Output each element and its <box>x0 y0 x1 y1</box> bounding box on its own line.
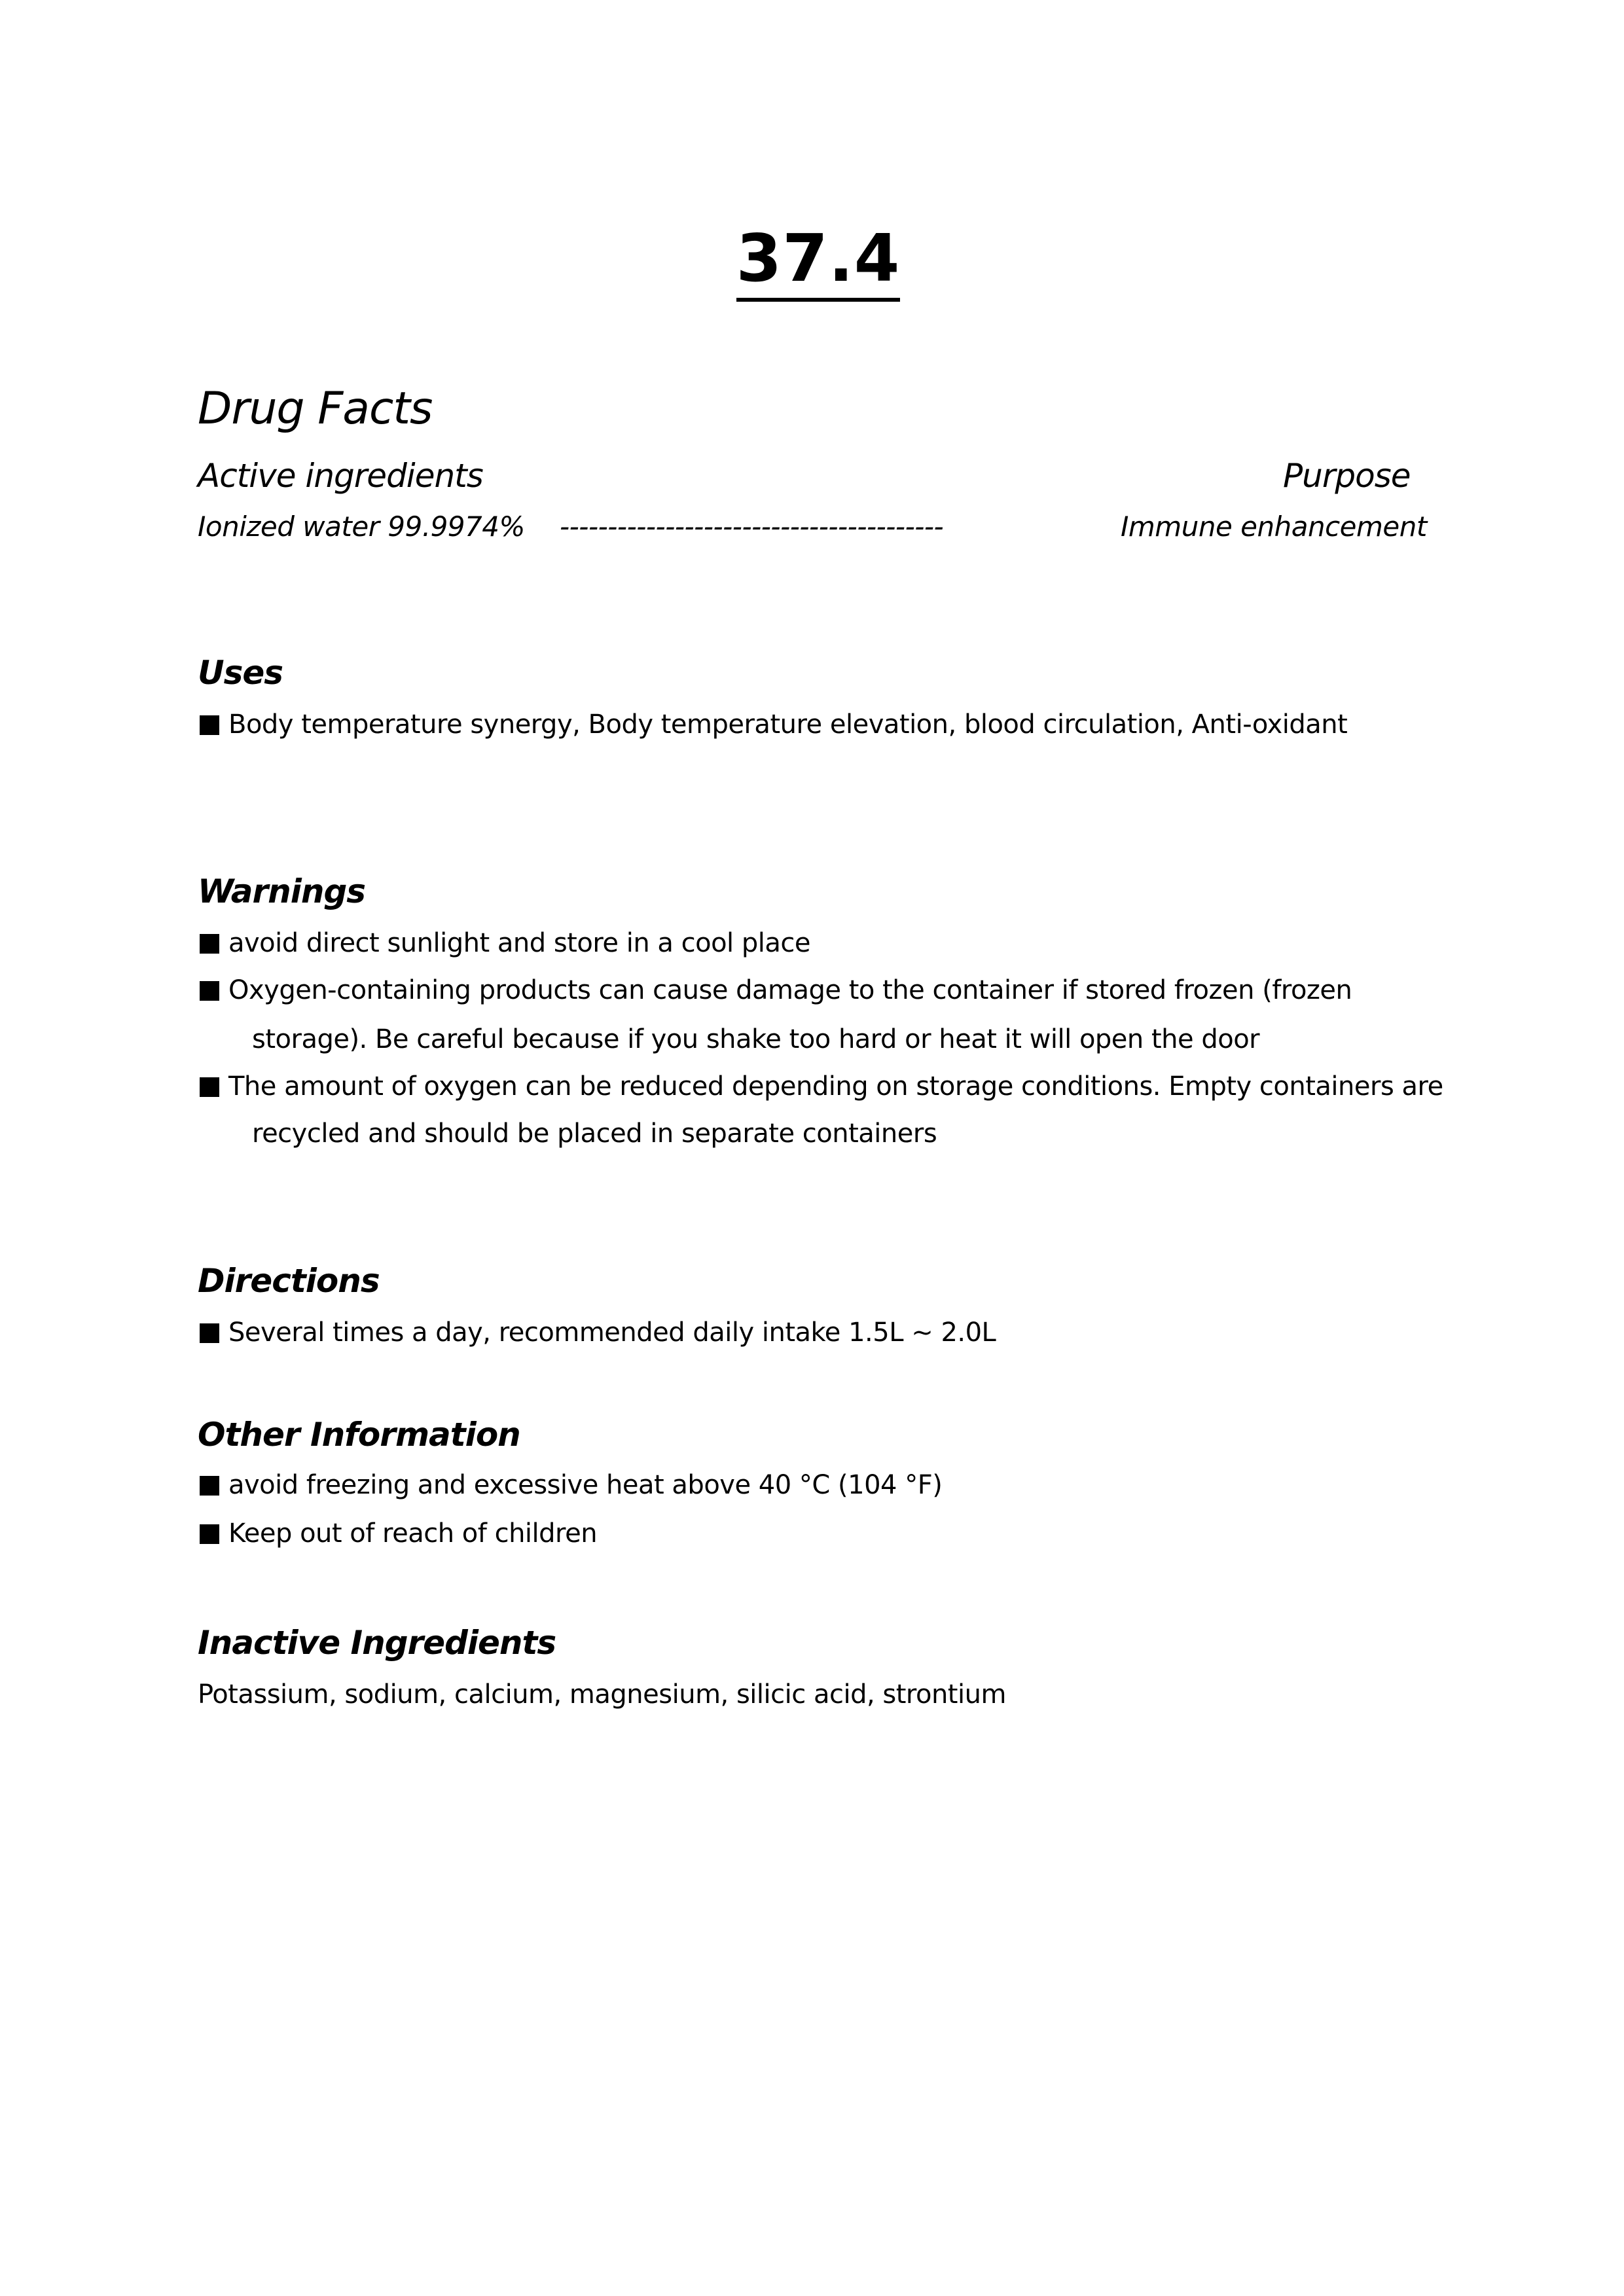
other-item <box>200 1465 942 1505</box>
bullet-square-icon <box>200 1077 219 1097</box>
leader-dashes: ---------------------------------------- <box>560 511 944 543</box>
inactive-ingredients-heading: Inactive Ingredients <box>198 1624 556 1662</box>
bullet-square-icon <box>200 1476 219 1496</box>
warnings-heading: Warnings <box>198 872 366 910</box>
other-text: Keep out of reach of children <box>228 1518 598 1549</box>
purpose-header: Purpose <box>1283 457 1411 495</box>
other-item <box>200 1514 597 1553</box>
title-text: 37.4 <box>736 220 901 302</box>
bullet-square-icon <box>200 981 219 1001</box>
warning-text: avoid direct sunlight and store in a cool place <box>228 928 810 958</box>
other-information-heading: Other Information <box>198 1416 520 1454</box>
warning-item <box>200 1067 1443 1106</box>
warning-text: The amount of oxygen can be reduced depending on storage conditions. Empty containers are <box>228 1071 1443 1102</box>
uses-item-text: Body temperature synergy, Body temperature elevation, blood circulation, Anti-oxidant <box>228 709 1348 740</box>
active-ingredients-header: Active ingredients <box>198 457 483 495</box>
warning-item <box>200 971 1352 1010</box>
bullet-square-icon <box>200 715 219 735</box>
bullet-square-icon <box>200 1524 219 1544</box>
other-text: avoid freezing and excessive heat above 40 °C (104 °F) <box>228 1470 943 1500</box>
directions-heading: Directions <box>198 1262 380 1300</box>
ingredient-purpose: Immune enhancement <box>1121 511 1427 543</box>
uses-heading: Uses <box>198 654 283 692</box>
bullet-square-icon <box>200 1323 219 1343</box>
warning-text: Oxygen-containing products can cause damage to the container if stored frozen (frozen <box>228 975 1352 1005</box>
directions-item <box>200 1313 996 1352</box>
directions-text: Several times a day, recommended daily intake 1.5L ~ 2.0L <box>228 1318 996 1348</box>
uses-item <box>200 705 1347 744</box>
warning-continuation: recycled and should be placed in separate containers <box>252 1119 937 1149</box>
document-title <box>0 216 1624 301</box>
inactive-ingredients-text: Potassium, sodium, calcium, magnesium, silicic acid, strontium <box>198 1679 1006 1710</box>
warning-item <box>200 924 810 963</box>
drug-facts-heading: Drug Facts <box>198 383 433 435</box>
bullet-square-icon <box>200 934 219 954</box>
ingredient-name: Ionized water 99.9974% <box>198 511 525 543</box>
warning-continuation: storage). Be careful because if you shake too hard or heat it will open the door <box>252 1024 1260 1054</box>
